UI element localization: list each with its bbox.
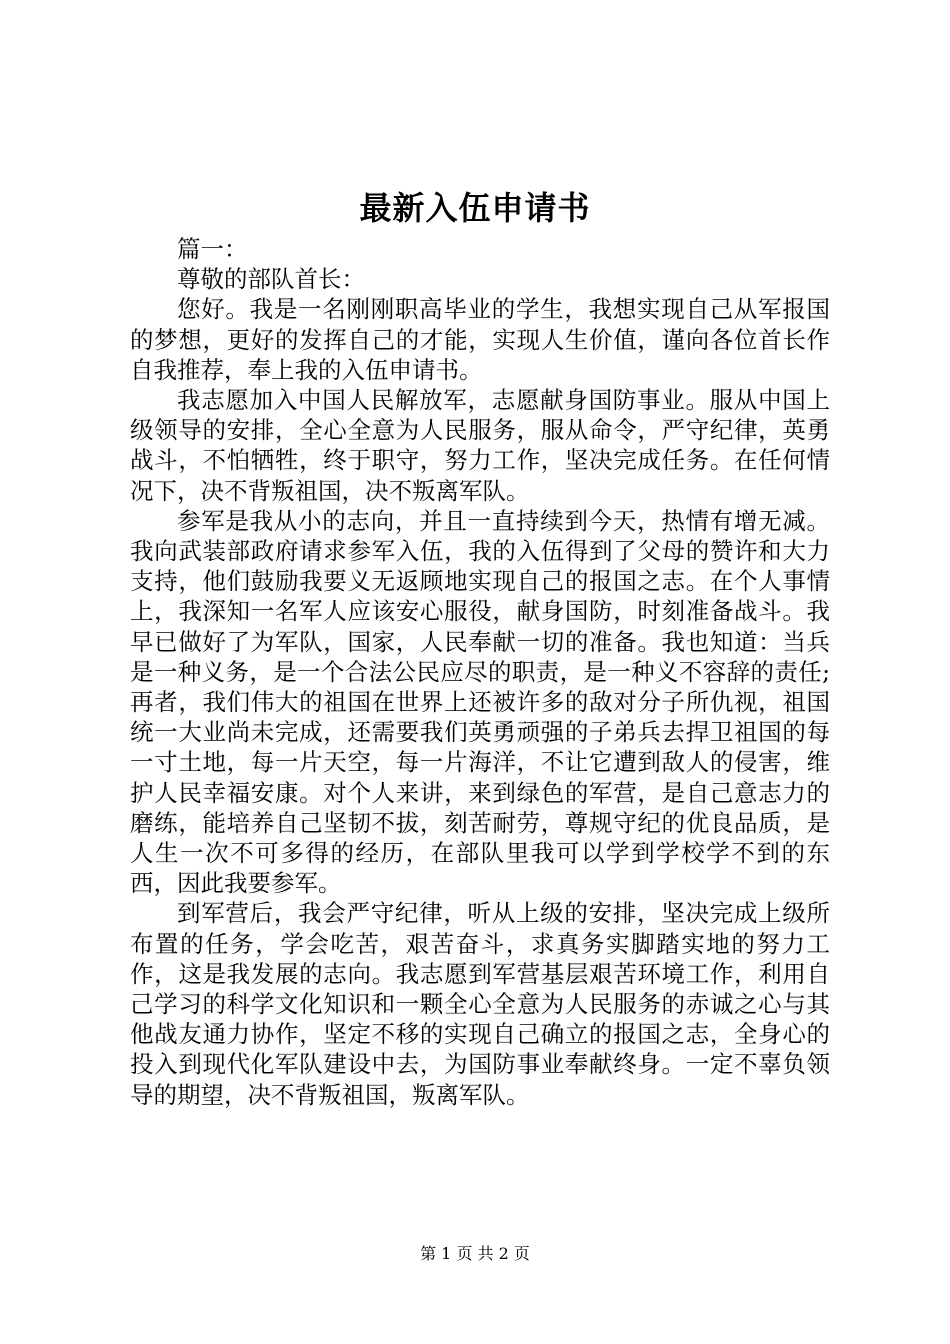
paragraph-commitment: 到军营后，我会严守纪律，听从上级的安排，坚决完成上级所布置的任务，学会吃苦，艰苦奋斗，求真务实脚踏实地的努力工作，这是我发展的志向。我志愿到军营基层艰苦环境工作，利用自己学习的科学文化知识和一颗全心全意为人民服务的赤诚之心与其他战友通力协作，坚定不移的实现自己确立的报国之志，全身心的投入到现代化军队建设中去，为国防事业奉献终身。一定不辜负领导的期望，决不背叛祖国，叛离军队。 — [130, 899, 830, 1109]
section-heading: 篇一： — [177, 235, 248, 263]
paragraph-intro: 您好。我是一名刚刚职高毕业的学生，我想实现自己从军报国的梦想，更好的发挥自己的才能，实现人生价值，谨向各位首长作自我推荐，奉上我的入伍申请书。 — [130, 295, 830, 384]
paragraph-motivation: 参军是我从小的志向，并且一直持续到今天，热情有增无减。我向武装部政府请求参军入伍，我的入伍得到了父母的赞许和大力支持，他们鼓励我要义无返顾地实现自己的报国之志。在个人事情上，我深知一名军人应该安心服役，献身国防，时刻准备战斗。我早已做好了为军队，国家，人民奉献一切的准备。我也知道：当兵是一种义务，是一个合法公民应尽的职责，是一种义不容辞的责任;再者，我们伟大的祖国在世界上还被许多的敌对分子所仇视，祖国统一大业尚未完成，还需要我们英勇顽强的子弟兵去捍卫祖国的每一寸土地，每一片天空，每一片海洋，不让它遭到敌人的侵害，维护人民幸福安康。对个人来讲，来到绿色的军营，是自己意志力的磨练，能培养自己坚韧不拔，刻苦耐劳，尊规守纪的优良品质，是人生一次不可多得的经历，在部队里我可以学到学校学不到的东西，因此我要参军。 — [130, 506, 830, 898]
page-number-footer: 第 1 页 共 2 页 — [420, 1244, 530, 1263]
document-title: 最新入伍申请书 — [359, 189, 591, 227]
salutation: 尊敬的部队首长： — [177, 265, 365, 294]
document-body — [130, 234, 830, 1110]
paragraph-pledge: 我志愿加入中国人民解放军，志愿献身国防事业。服从中国上级领导的安排，全心全意为人民服务，服从命令，严守纪律，英勇战斗，不怕牺牲，终于职守，努力工作，坚决完成任务。在任何情况下，决不背叛祖国，决不叛离军队。 — [130, 386, 830, 505]
